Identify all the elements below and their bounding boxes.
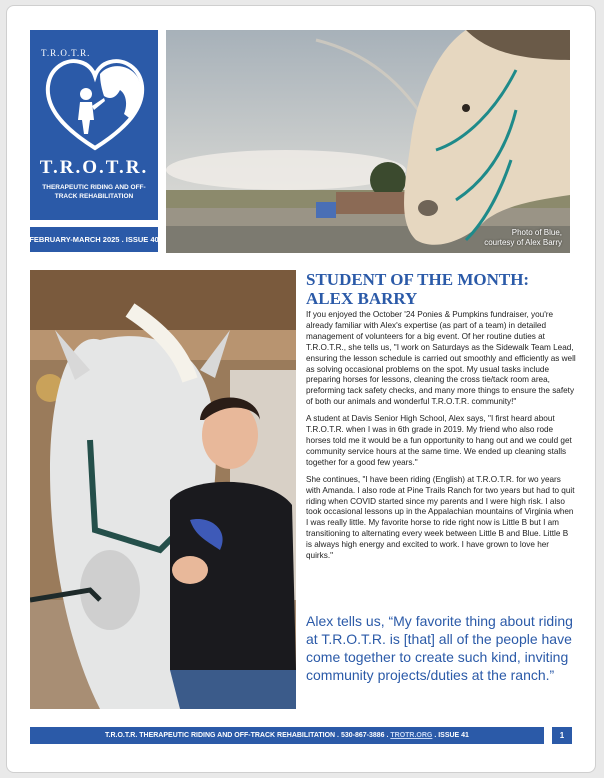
paragraph-2: A student at Davis Senior High School, Alex says, "I first heard about T.R.O.T.R. when I was in 6th grade in 2019. My friend who also rode horses told me it would be a fun opportunity to hang out and we could get community service hours at the same time. We ended up cleaning stalls together for a good few years." — [306, 414, 572, 467]
website-link[interactable]: TROTR.ORG — [390, 732, 433, 739]
article-headline — [306, 270, 576, 308]
horse-heart-logo-icon — [40, 48, 150, 156]
footer-issue: . ISSUE 41 — [432, 732, 469, 739]
footer-bar — [30, 727, 544, 744]
logo-subtitle: THERAPEUTIC RIDING AND OFF-TRACK REHABILITATION — [42, 184, 146, 200]
student-illustration — [30, 270, 296, 709]
caption-line-1: Photo of Blue, — [511, 228, 562, 237]
hero-photo — [166, 30, 570, 253]
hero-illustration — [166, 30, 570, 253]
headline-line-2: ALEX BARRY — [306, 289, 418, 308]
hero-caption — [484, 228, 562, 248]
student-photo — [30, 270, 296, 709]
pull-quote: Alex tells us, “My favorite thing about riding at T.R.O.T.R. is [that] all of the people have come together to create such kind, inviting community projects/duties at the ranch.” — [306, 613, 573, 683]
paragraph-3: She continues, "I have been riding (English) at T.R.O.T.R. for wo years with Amanda. I also rode at Pine Trails Ranch for two years but had to quit riding when COVID started since my parents and I were high risk. I also took occasional lessons up in the Appalachian mountains of Virginia when I was really little. My favorite horse to ride right now is Little B but I am transitioning to alternating every week between Little B and Blue. Little B is always high energy and excited to work. I have grown to love her quirks." — [306, 474, 575, 561]
page-number: 1 — [552, 727, 572, 744]
article-body — [306, 310, 576, 568]
paragraph-1: If you enjoyed the October '24 Ponies & Pumpkins fundraiser, you're already familiar with Alex's expertise (as part of a team) in detailed management of volunteers for a big event. Of her routine duties at T.R.O.T.R., she tells us, "I work on Saturdays as the Sidewalk Team Lead, ensuring the lesson schedule is carried out smoothly and efficiently as well as solving occasional problems on the spot. My usual tasks include preparing horses for lessons, cleaning the cross tie/tack room area, preforming tack safety checks, and many more things to ensure the safety of both our animals and wonderful T.R.O.T.R. community!" — [306, 310, 576, 407]
masthead-logo — [30, 30, 158, 220]
footer-text: T.R.O.T.R. THERAPEUTIC RIDING AND OFF-TRACK REHABILITATION . 530-867-3886 . — [105, 732, 391, 739]
issue-date-bar: FEBRUARY-MARCH 2025 . ISSUE 40 — [30, 227, 158, 252]
caption-line-2: courtesy of Alex Barry — [484, 238, 562, 247]
headline-line-1: STUDENT OF THE MONTH: — [306, 270, 530, 289]
logo-small-name: T.R.O.T.R. — [41, 48, 91, 58]
logo-title: T.R.O.T.R. — [39, 157, 149, 178]
